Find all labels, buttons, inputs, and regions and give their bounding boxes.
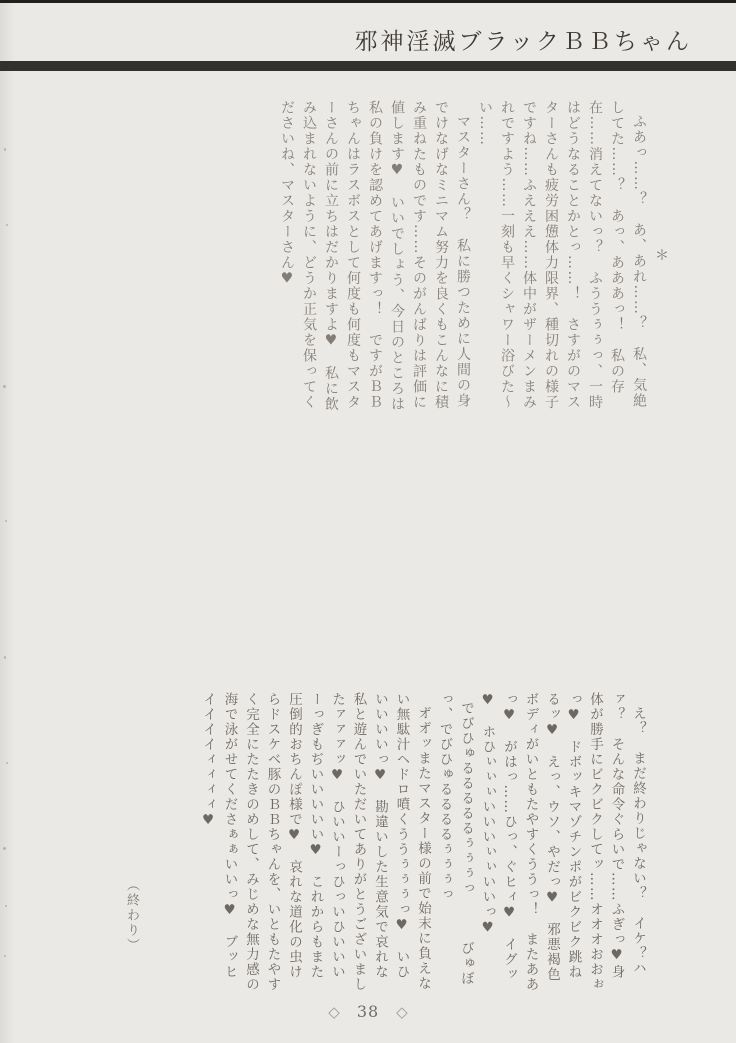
page-footer: [0, 1002, 736, 1021]
top-text-block: [276, 100, 672, 412]
sound-effect-line-1: でびひゅるるるるるぅぅぅっ びゅぼ: [458, 701, 474, 987]
end-note: （終わり）: [124, 878, 139, 953]
bottom-text-block: [197, 692, 649, 994]
page-number: 38: [356, 1002, 380, 1021]
dialogue-paragraph-1: ふあっ……？ あ、あれ……？ 私、気絶してた……？ あっ、あああっ！ 私の存在……消えてないっ？ ふううぅぅっ、一時はどうなることかとっ……！ さすがのマスターさんも疲労困憊体力限界、種切れの様子ですね……ふえええ……体中がザーメンまみれですよう……一刻も早くシャワー浴びた～い……: [477, 100, 647, 410]
dialogue-paragraph-3: え？ まだ終わりじゃない？ イケ？ハァ？ そんな命令ぐらいで……ふぎっ♥身体が勝手にビクビクしてッ……オオオおおぉっ♥ ドボッキマゾチンポがビクビク跳ねるッ♥ えっ、ウソ、やだっ♥ 邪悪褐色ボディがいともたやすくううっ！ またああっ♥ がはっ……ひっ、ぐヒィ♥ イグッ♥ ホひぃぃぃいいいぃぃいいっ♥: [479, 692, 646, 992]
top-edge-line: [0, 0, 736, 3]
footer-diamond-right-icon: ◇: [396, 1002, 408, 1021]
header-rule: [0, 61, 736, 71]
footer-diamond-left-icon: ◇: [328, 1002, 340, 1021]
sound-effect-line-2: っ、でびひゅるるるるぅぅぅっ: [436, 692, 453, 902]
page-title: 邪神淫滅ブラックＢＢちゃん: [354, 29, 692, 55]
section-divider-asterisk: ＊: [653, 248, 669, 264]
dialogue-paragraph-4: オ゙オ゙ッまたマスター様の前で始末に負えない無駄汁ヘドロ噴くううぅぅぅっ♥ いひいいいいっ♥ 勘違いした生意気で哀れな私と遊んでいただいてありがとうございましたァァァッ♥ ひいいーっひっいひいいいーっぎもぢいいいいい♥ これからもまた圧倒的おちんぽ様で♥ 哀れな道化の虫けらドスケベ豚のＢＢちゃんを、いともたやすく完全にたたきのめして、みじめな無力感の海で泳がせてくださぁぁいいっ♥ ブッヒイイイイィィィィ♥: [200, 692, 431, 992]
dialogue-paragraph-2: マスターさん？ 私に勝つために人間の身でけなげなミニマム努力を良くもこんなに積み重ねたものです……そのがんばりは評価に値します♥ いいでしょう、今日のところは私の負けを認めてあげますっ！ ですがＢＢちゃんはラスボスとして何度も何度もマスターさんの前に立ちはだかりますよ♥ 私に飲み込まれないように、どうか正気を保ってくださいね、マスターさん♥: [279, 100, 471, 412]
